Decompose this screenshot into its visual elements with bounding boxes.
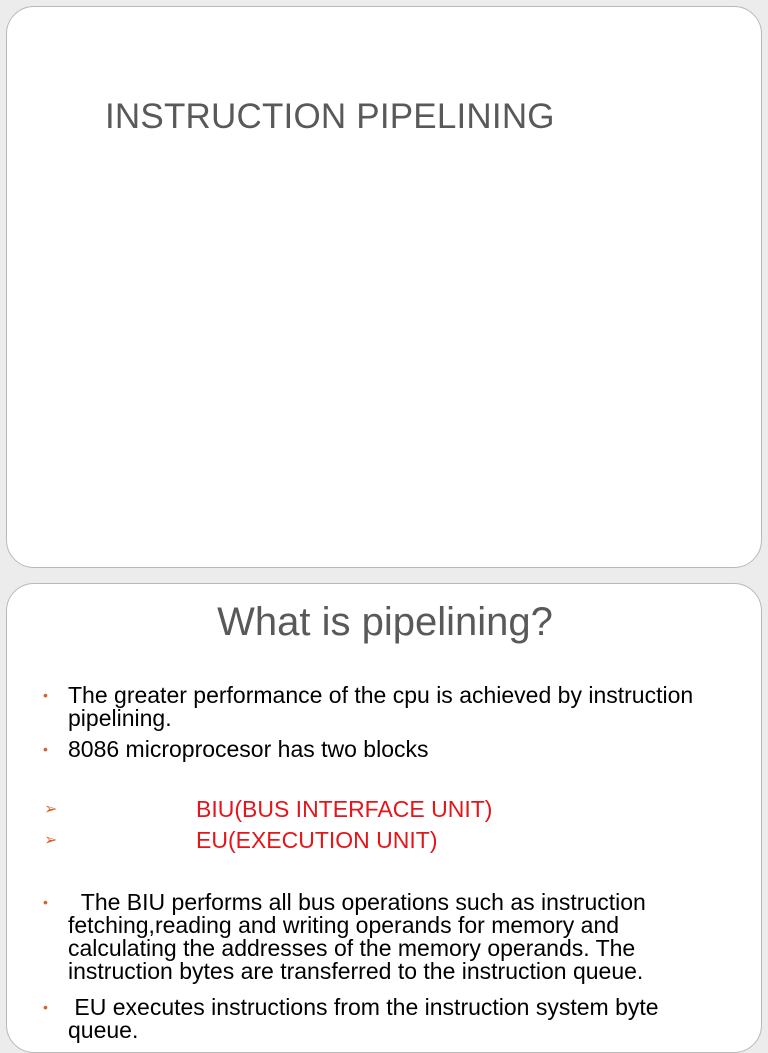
bullet-text: The BIU performs all bus operations such as instruction fetching,reading and writing operands for memory and calculating the addresses of the memory operands. The instruction bytes are transferred to the instruction queue. — [68, 889, 653, 984]
bullet-icon: • — [43, 741, 48, 757]
slide-1-title: INSTRUCTION PIPELINING — [105, 97, 555, 136]
arrow-bullet-icon: ➢ — [44, 832, 58, 849]
bullet-text: The greater performance of the cpu is achieved by instruction pipelining. — [68, 682, 694, 731]
bullet-icon: • — [43, 999, 48, 1015]
bullet-icon: • — [43, 687, 48, 703]
sub-item-text: EU(EXECUTION UNIT) — [196, 827, 438, 853]
arrow-bullet-icon: ➢ — [44, 801, 58, 818]
slide-2-title: What is pipelining? — [217, 600, 553, 644]
slide-what-is-pipelining — [6, 583, 762, 1053]
bullet-text: 8086 microprocesor has two blocks — [68, 736, 429, 762]
bullet-icon: • — [43, 894, 48, 910]
sub-item-text: BIU(BUS INTERFACE UNIT) — [196, 796, 493, 822]
slide-title — [6, 6, 762, 568]
bullet-text: EU executes instructions from the instruction system byte queue. — [68, 994, 665, 1043]
